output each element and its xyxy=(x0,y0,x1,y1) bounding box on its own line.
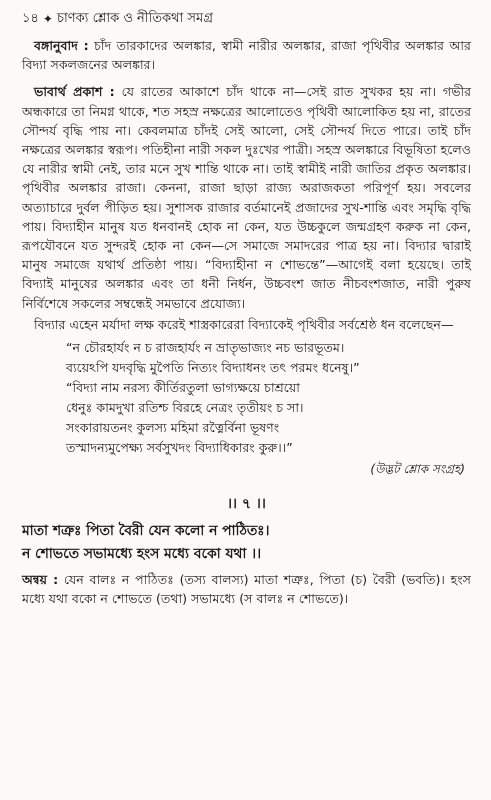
sloka-line: ন শোভতে সভামধ্যে হংস মধ্যে বকো যথা ।। xyxy=(22,546,261,563)
anvaya-paragraph xyxy=(22,570,471,608)
verse-line: ব্যয়েঽপি যদবৃদ্ধি মুপৈতি নিত্যং বিদ্যাধনং তৎ পরমং ধনেষু।” xyxy=(66,360,360,376)
sloka-line: মাতা শত্রুঃ পিতা বৈরী যেন কলো ন পাঠিতঃ। xyxy=(22,523,270,540)
translation-paragraph xyxy=(22,36,471,74)
scripture-intro: বিদ্যার এহেন মর্যাদা লক্ষ করেই শাস্ত্রকারেরা বিদ্যাকেই পৃথিবীর সর্বশ্রেষ্ঠ ধন বলেছেন— xyxy=(34,316,454,332)
running-header xyxy=(22,10,471,28)
anvaya-text: যেন বালঃ ন পাঠিতঃ (তস্য বালস্য) মাতা শত্রুঃ, পিতা (চ) বৈরী (ভবতি)। হংস মধ্যে যথা বকো ন শোভতে (তথা) সভামধ্যে (স বালঃ ন শোভতে)। xyxy=(22,572,471,607)
verse-line: সংকারায়তনং কুলস্য মহিমা রত্নৈর্বিনা ভূষণং xyxy=(66,420,280,436)
star-icon: ✦ xyxy=(42,12,53,26)
sloka-number: ।। ৭ ।। xyxy=(227,496,266,513)
meaning-text: যে রাতের আকাশে চাঁদ থাকে না—সেই রাত সুখকর হয় না। গভীর অন্ধকারে তা নিমগ্ন থাকে, শত সহস্র নক্ষত্রের আলোতেও পৃথিবী আলোকিত হয় না, রাতের সৌন্দর্য বৃদ্ধি পায় না। কেবলমাত্র চাঁদই সেই আলো, সেই সৌন্দর্য দিতে পারে। তাই চাঁদ নক্ষত্রের অলঙ্কার স্বরূপ। পতিহীনা নারী সকল দুঃখের পাত্রী। সহস্র অলঙ্কারে বিভূষিতা হলেও যে নারীর স্বামী নেই, তার মনে সুখ শান্তি থাকে না। তাই স্বামীই নারী জাতির প্রকৃত অলঙ্কার। পৃথিবীর অলঙ্কার রাজা। কেননা, রাজা ছাড়া রাজ্য অরাজকতা পরিপূর্ণ হয়। সবলের অত্যাচারে দুর্বল পীড়িত হয়। সুশাসক রাজার বর্তমানেই প্রজাদের সুখ-শান্তি এবং সমৃদ্ধি বৃদ্ধি পায়। বিদ্যাহীন মানুষ যত ধনবানই হোক না কেন, যত উচ্চকুলে জন্মগ্রহণ করুক না কেন, রূপযৌবনে যত সুন্দরই হোক না কেন—সে সমাজে সমাদরের পাত্র হয় না। বিদ্যার দ্বারাই মানুষ সমাজে যথার্থ প্রতিষ্ঠা পায়। “বিদ্যাহীনা ন শোভন্তে”—আগেই বলা হয়েছে। তাই বিদ্যাই মানুষের অলঙ্কার এবং তা ধনী নির্ধন, উচ্চবংশ জাত নীচবংশজাত, নারী পুরুষ নির্বিশেষে সকলের সম্বন্ধেই সমভাবে প্রযোজ্য। xyxy=(22,84,471,311)
translation-label: বঙ্গানুবাদ : xyxy=(34,38,89,53)
verse-line: “বিদ্যা নাম নরস্য কীর্তিরতুলা ভাগ্যক্ষয়ে চাশ্রয়ো xyxy=(66,380,300,396)
translation-text: চাঁদ তারকাদের অলঙ্কার, স্বামী নারীর অলঙ্কার, রাজা পৃথিবীর অলঙ্কার আর বিদ্যা সকলজনের অলঙ্কার। xyxy=(22,38,471,73)
meaning-paragraph xyxy=(22,82,471,312)
verse-line: তস্মাদন্যমুপেক্ষ্য সর্বসুখদং বিদ্যাধিকারং কুরু।।” xyxy=(66,440,293,456)
verse-block xyxy=(66,338,471,458)
verse-line: ধেনুঃ কামদুখা রতিশ্চ বিরহে নেত্রং তৃতীয়ং চ সা। xyxy=(66,400,304,416)
anvaya-label: অন্বয় : xyxy=(22,572,59,588)
sloka-block xyxy=(22,520,471,566)
verse-source: (উদ্ভট শ্লোক সংগ্রহ) xyxy=(370,462,465,477)
page-number: ১৪ xyxy=(22,11,39,26)
book-title: চাণক্য শ্লোক ও নীতিকথা সমগ্র xyxy=(56,11,213,26)
verse-line: “ন চৌরহার্যং ন চ রাজহার্যং ন ভ্রাতৃভাজ্যং নচ ভারভূতম। xyxy=(66,340,345,356)
meaning-label: ভাবার্থ প্রকাশ : xyxy=(34,84,115,100)
